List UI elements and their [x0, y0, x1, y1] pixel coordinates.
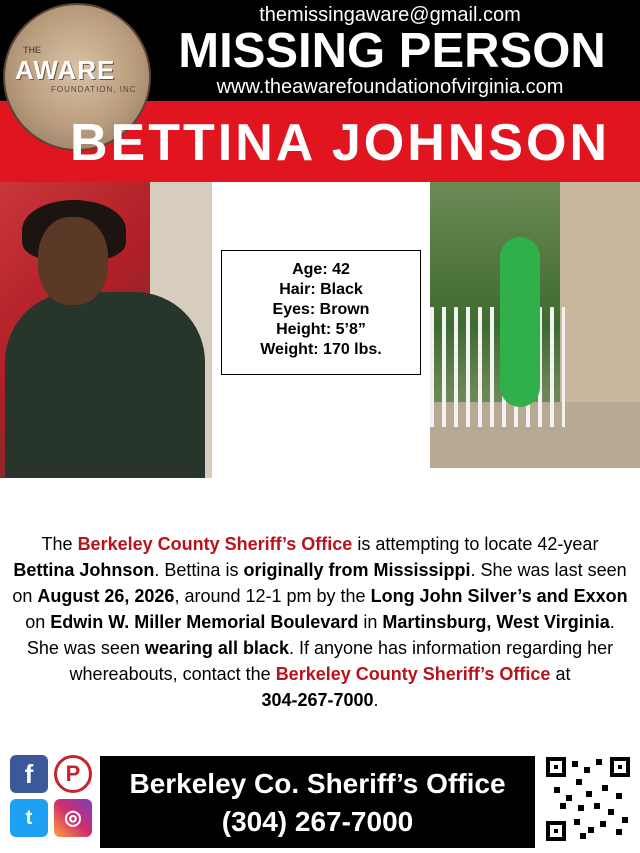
pinterest-icon[interactable]: P: [54, 755, 92, 793]
poster-title: MISSING PERSON: [178, 24, 606, 78]
contact-email: themissingaware@gmail.com: [259, 4, 521, 26]
weight: Weight: 170 lbs.: [260, 341, 382, 358]
agency-name: Berkeley County Sheriff’s Office: [77, 534, 353, 554]
website-url: www.theawarefoundationofvirginia.com: [216, 76, 564, 98]
footer-contact-box: [100, 756, 535, 848]
last-seen-date: August 26, 2026: [37, 586, 175, 606]
physical-description-box: [221, 250, 421, 375]
qr-code-icon[interactable]: [546, 757, 630, 841]
instagram-icon[interactable]: ◎: [54, 799, 92, 837]
contact-phone: 304-267-7000: [261, 690, 374, 710]
full-body-photo: [430, 182, 640, 468]
hair: Hair: Black: [279, 281, 363, 298]
twitter-icon[interactable]: t: [10, 799, 48, 837]
facebook-icon[interactable]: f: [10, 755, 48, 793]
missing-person-name: BETTINA JOHNSON: [70, 114, 610, 172]
height: Height: 5’8”: [276, 321, 366, 338]
portrait-photo: [0, 182, 212, 478]
agency-name: Berkeley County Sheriff’s Office: [275, 664, 551, 684]
age: Age: 42: [292, 261, 350, 278]
social-icons: [10, 755, 94, 839]
logo-the: THE: [23, 45, 41, 55]
case-description: The Berkeley County Sheriff’s Office is attempting to locate 42-year Bettina Johnson. Bettina is originally from Mississippi. She was last seen on August 26, 2026, around 12-1 pm by the Long John Silver’s and Exxon on Edwin W. Miller Memorial Boulevard in Martinsburg, West Virginia. She was seen wearing all black. If anyone has information regarding her whereabouts, contact the Berkeley County Sheriff’s Office at 304-267-7000.: [12, 534, 628, 710]
footer-agency: Berkeley Co. Sheriff’s Office: [129, 768, 506, 799]
logo-foundation: FOUNDATION, INC: [51, 85, 137, 94]
logo-aware: AWARE: [15, 55, 116, 85]
eyes: Eyes: Brown: [272, 301, 370, 318]
footer-phone: (304) 267-7000: [221, 806, 414, 837]
